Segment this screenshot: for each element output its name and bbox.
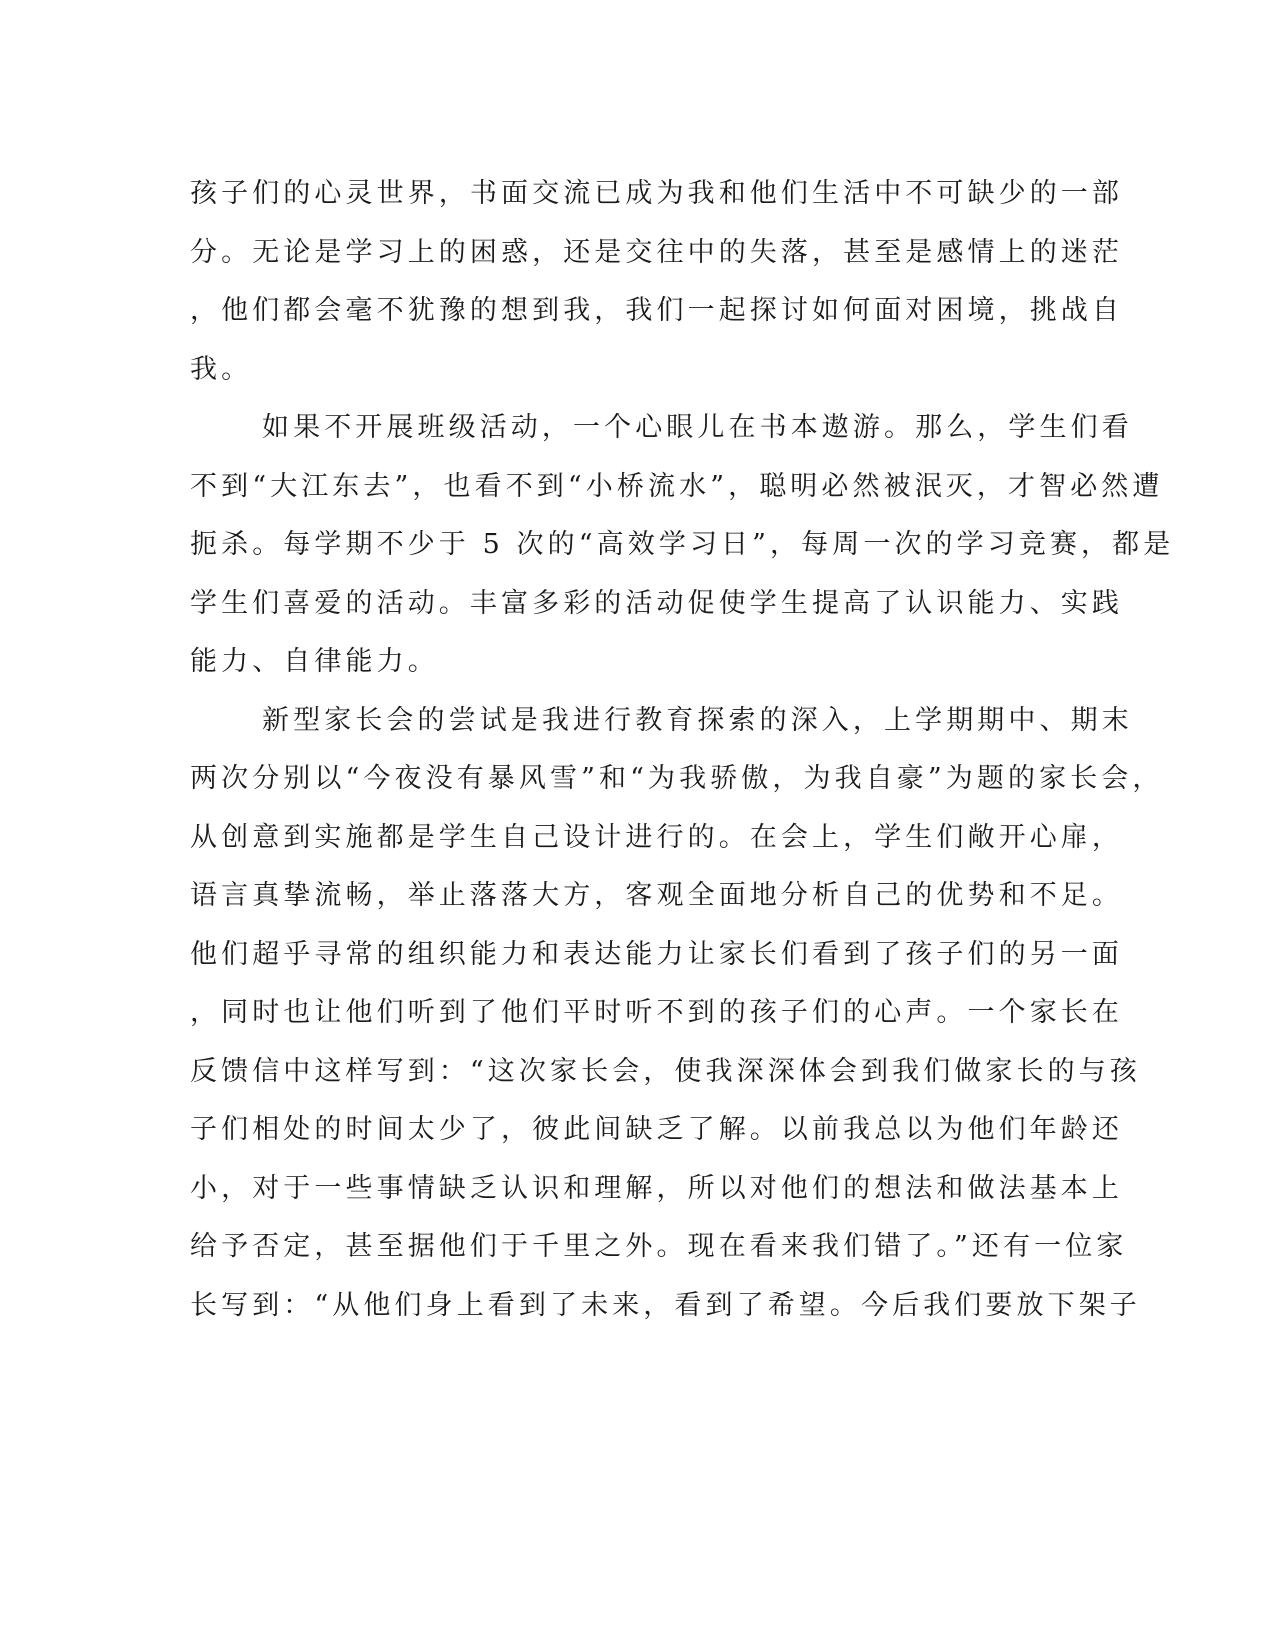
text-line: 从创意到实施都是学生自己设计进行的。在会上，学生们敞开心扉，	[190, 821, 1123, 853]
text-line: 长写到：“从他们身上看到了未来，看到了希望。今后我们要放下架子	[190, 1289, 1141, 1321]
text-line: 语言真挚流畅，举止落落大方，客观全面地分析自己的优势和不足。	[190, 880, 1123, 911]
text-line: 两次分别以“今夜没有暴风雪”和“为我骄傲，为我自豪”为题的家长会，	[190, 763, 1164, 794]
text-line: 能力、自律能力。	[190, 646, 439, 677]
text-line: 给予否定，甚至据他们于千里之外。现在看来我们错了。”还有一位家	[190, 1231, 1128, 1262]
document-body	[190, 165, 1175, 1335]
paragraph-first-line: 新型家长会的尝试是我进行教育探索的深入，上学期期中、期末	[262, 704, 1133, 736]
text-line: 反馈信中这样写到：“这次家长会，使我深深体会到我们做家长的与孩	[190, 1055, 1141, 1087]
text-line: 小，对于一些事情缺乏认识和理解，所以对他们的想法和做法基本上	[190, 1172, 1123, 1204]
text-line: 扼杀。每学期不少于 5 次的“高效学习日”，每周一次的学习竞赛，都是	[190, 529, 1175, 560]
text-line: 学生们喜爱的活动。丰富多彩的活动促使学生提高了认识能力、实践	[190, 587, 1123, 619]
paragraph-first-line: 如果不开展班级活动，一个心眼儿在书本遨游。那么，学生们看	[262, 412, 1133, 443]
text-line: 分。无论是学习上的困惑，还是交往中的失落，甚至是感情上的迷茫	[190, 236, 1123, 268]
text-line: ，他们都会毫不犹豫的想到我，我们一起探讨如何面对困境，挑战自	[190, 295, 1123, 326]
text-line: 我。	[190, 353, 253, 385]
text-line: ，同时也让他们听到了他们平时听不到的孩子们的心声。一个家长在	[190, 997, 1123, 1028]
text-line: 孩子们的心灵世界，书面交流已成为我和他们生活中不可缺少的一部	[190, 178, 1123, 209]
text-line: 子们相处的时间太少了，彼此间缺乏了解。以前我总以为他们年龄还	[190, 1114, 1123, 1145]
text-line: 不到“大江东去”，也看不到“小桥流水”，聪明必然被泯灭，才智必然遭	[190, 470, 1164, 502]
text-line: 他们超乎寻常的组织能力和表达能力让家长们看到了孩子们的另一面	[190, 938, 1123, 970]
